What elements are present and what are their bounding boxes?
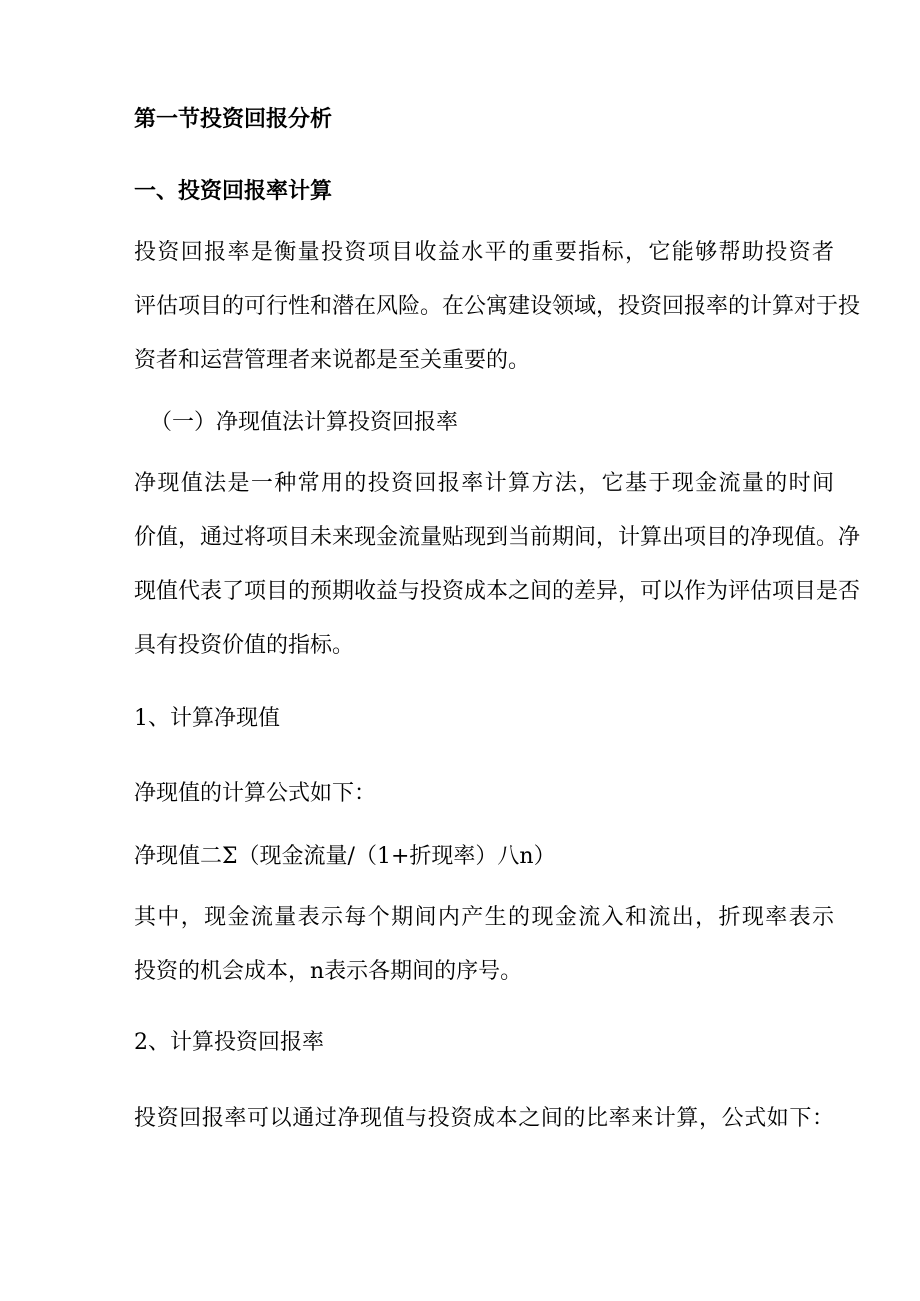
paragraph-1-line-2: 评估项目的可行性和潜在风险。在公寓建设领域，投资回报率的计算对于投 bbox=[134, 294, 861, 319]
paragraph-2-line-4: 具有投资价值的指标。 bbox=[134, 633, 355, 658]
paragraph-2-line-3: 现值代表了项目的预期收益与投资成本之间的差异，可以作为评估项目是否 bbox=[134, 579, 861, 604]
paragraph-1-line-3: 资者和运营管理者来说都是至关重要的。 bbox=[134, 348, 531, 373]
section-title: 第一节投资回报分析 bbox=[134, 106, 333, 132]
paragraph-4-line-1: 其中，现金流量表示每个期间内产生的现金流入和流出，折现率表示 bbox=[134, 905, 834, 930]
paragraph-1-line-1: 投资回报率是衡量投资项目收益水平的重要指标，它能够帮助投资者 bbox=[134, 240, 834, 265]
item-1-calculate-npv: 1、计算净现值 bbox=[134, 706, 280, 731]
heading-investment-return-calculation: 一、投资回报率计算 bbox=[134, 178, 333, 204]
paragraph-3: 净现值的计算公式如下： bbox=[134, 781, 377, 806]
paragraph-4-line-2: 投资的机会成本，n表示各期间的序号。 bbox=[134, 959, 523, 984]
paragraph-2-line-1: 净现值法是一种常用的投资回报率计算方法，它基于现金流量的时间 bbox=[134, 471, 834, 496]
npv-formula: 净现值二Σ（现金流量/（1+折现率）八n） bbox=[134, 844, 556, 869]
item-2-calculate-roi: 2、计算投资回报率 bbox=[134, 1030, 324, 1055]
paragraph-2-line-2: 价值，通过将项目未来现金流量贴现到当前期间，计算出项目的净现值。净 bbox=[134, 525, 861, 550]
paragraph-5: 投资回报率可以通过净现值与投资成本之间的比率来计算，公式如下： bbox=[134, 1106, 834, 1131]
subheading-npv-method: （一）净现值法计算投资回报率 bbox=[150, 410, 459, 435]
